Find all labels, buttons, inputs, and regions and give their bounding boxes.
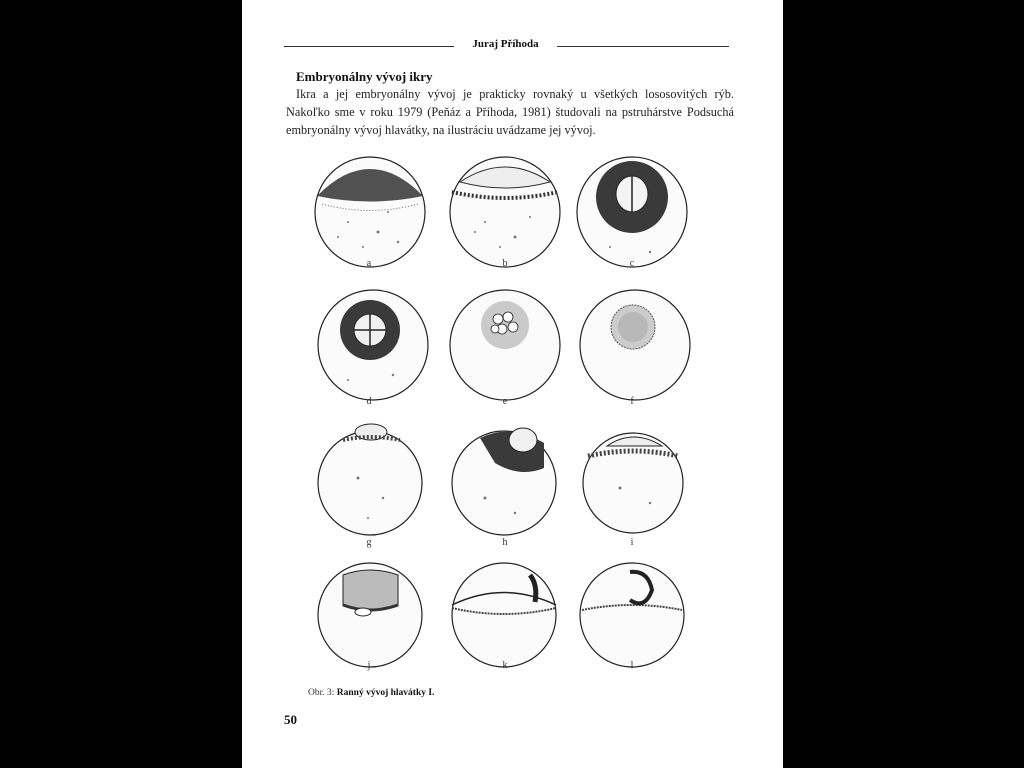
egg-illustration-h [440, 418, 570, 548]
caption-title: Ranný vývoj hlavátky I. [336, 688, 435, 698]
egg-illustration-i [570, 418, 700, 548]
caption-prefix: Obr. 3: [308, 688, 335, 698]
panel-label-f: f [630, 396, 634, 407]
header-rule-left [284, 46, 454, 47]
panel-label-d: d [366, 396, 372, 407]
panel-label-i: i [630, 537, 634, 548]
panel-label-e: e [502, 396, 508, 407]
egg-illustration-g [308, 418, 438, 548]
panel-label-b: b [502, 258, 508, 269]
page-number: 50 [284, 712, 297, 727]
panel-label-h: h [502, 537, 508, 548]
panel-label-a: a [366, 258, 372, 269]
panel-label-g: g [366, 537, 372, 548]
panel-label-l: l [630, 660, 634, 671]
panel-label-c: c [629, 258, 635, 269]
document-page [242, 0, 783, 768]
body-paragraph: Ikra a jej embryonálny vývoj je prakticky rovnaký u všetkých lososovitých rýb. Nakoľko sme v roku 1979 (Peňáz a Příhoda, 1981) študovali na pstruhárstve Podsuchá embryonálny vývoj hlavátky, na ilustráciu uvádzame jej vývoj. [286, 87, 734, 137]
figure-caption [308, 688, 434, 698]
running-head: Juraj Příhoda [472, 38, 539, 50]
panel-label-j: j [367, 660, 371, 671]
embryo-development-figure [300, 140, 706, 671]
panel-label-k: k [502, 660, 508, 671]
header-rule-right [557, 46, 729, 47]
section-title: Embryonálny vývoj ikry [296, 69, 433, 84]
